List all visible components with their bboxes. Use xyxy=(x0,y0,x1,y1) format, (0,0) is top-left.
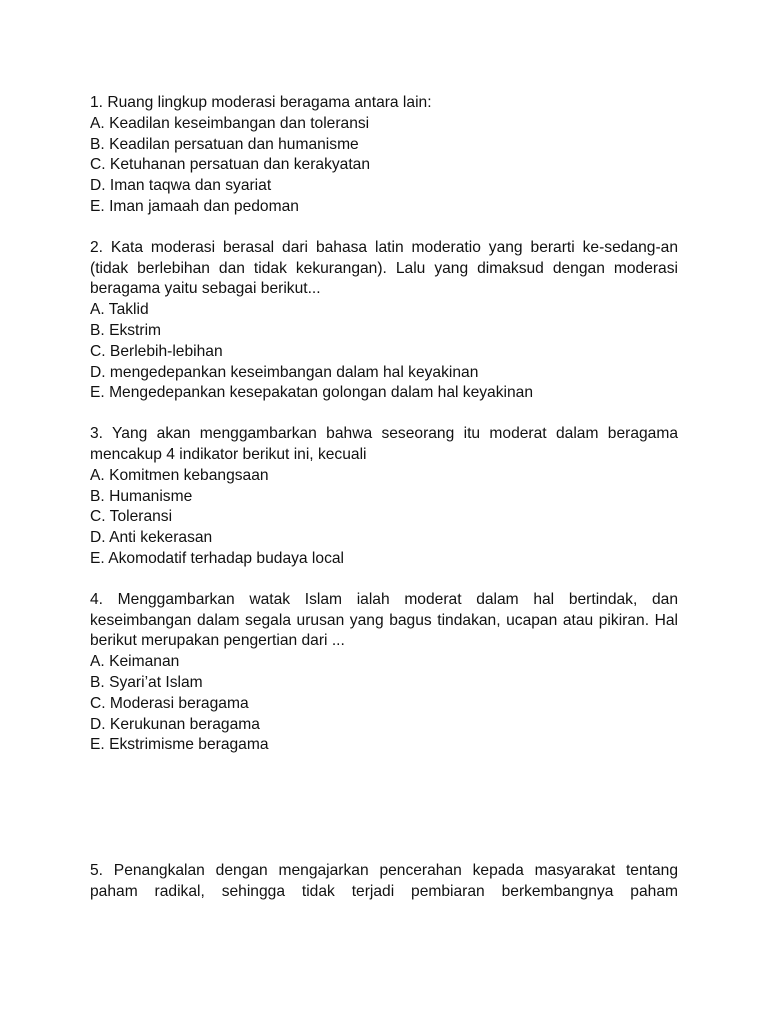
document-page xyxy=(90,93,678,923)
answer-option-c: C. Berlebih-lebihan xyxy=(90,342,223,360)
question-4 xyxy=(90,590,678,756)
answer-option-c: C. Ketuhanan persatuan dan kerakyatan xyxy=(90,156,371,174)
question-2 xyxy=(90,238,678,404)
answer-option-a: A. Komitmen kebangsaan xyxy=(90,466,269,484)
answer-option-e: E. Akomodatif terhadap budaya local xyxy=(90,549,344,567)
question-stem: 3. Yang akan menggambarkan bahwa seseorang itu moderat dalam beragama mencakup 4 indikator berikut ini, kecuali xyxy=(90,425,678,463)
answer-option-d: D. mengedepankan keseimbangan dalam hal keyakinan xyxy=(90,363,479,381)
answer-option-a: A. Taklid xyxy=(90,301,149,319)
question-stem: 4. Menggambarkan watak Islam ialah moderat dalam hal bertindak, dan keseimbangan dalam segala urusan yang bagus tindakan, ucapan atau pikiran. Hal berikut merupakan pengertian dari ... xyxy=(90,590,678,650)
answer-option-b: B. Ekstrim xyxy=(90,321,162,339)
answer-option-c: C. Toleransi xyxy=(90,508,173,526)
answer-option-a: A. Keadilan keseimbangan dan toleransi xyxy=(90,114,370,132)
question-5 xyxy=(90,861,678,903)
question-stem: 5. Penangkalan dengan mengajarkan pencerahan kepada masyarakat tentang paham radikal, sehingga tidak terjadi pembiaran berkembangnya paham xyxy=(90,862,678,900)
question-3 xyxy=(90,424,678,570)
question-stem: 1. Ruang lingkup moderasi beragama antara lain: xyxy=(90,94,432,111)
question-1 xyxy=(90,93,678,218)
answer-option-b: B. Syari’at Islam xyxy=(90,673,203,691)
blank-space xyxy=(90,776,678,861)
answer-option-b: B. Keadilan persatuan dan humanisme xyxy=(90,135,359,153)
answer-option-d: D. Kerukunan beragama xyxy=(90,715,260,733)
answer-option-c: C. Moderasi beragama xyxy=(90,694,249,712)
answer-option-e: E. Mengedepankan kesepakatan golongan dalam hal keyakinan xyxy=(90,384,534,402)
answer-option-a: A. Keimanan xyxy=(90,653,180,671)
answer-option-d: D. Anti kekerasan xyxy=(90,529,213,547)
answer-option-e: E. Ekstrimisme beragama xyxy=(90,736,269,754)
answer-option-b: B. Humanisme xyxy=(90,487,193,505)
answer-option-e: E. Iman jamaah dan pedoman xyxy=(90,197,299,215)
question-stem: 2. Kata moderasi berasal dari bahasa latin moderatio yang berarti ke-sedang-an (tidak berlebihan dan tidak kekurangan). Lalu yang dimaksud dengan moderasi beragama yaitu sebagai berikut... xyxy=(90,238,678,298)
answer-option-d: D. Iman taqwa dan syariat xyxy=(90,177,272,195)
